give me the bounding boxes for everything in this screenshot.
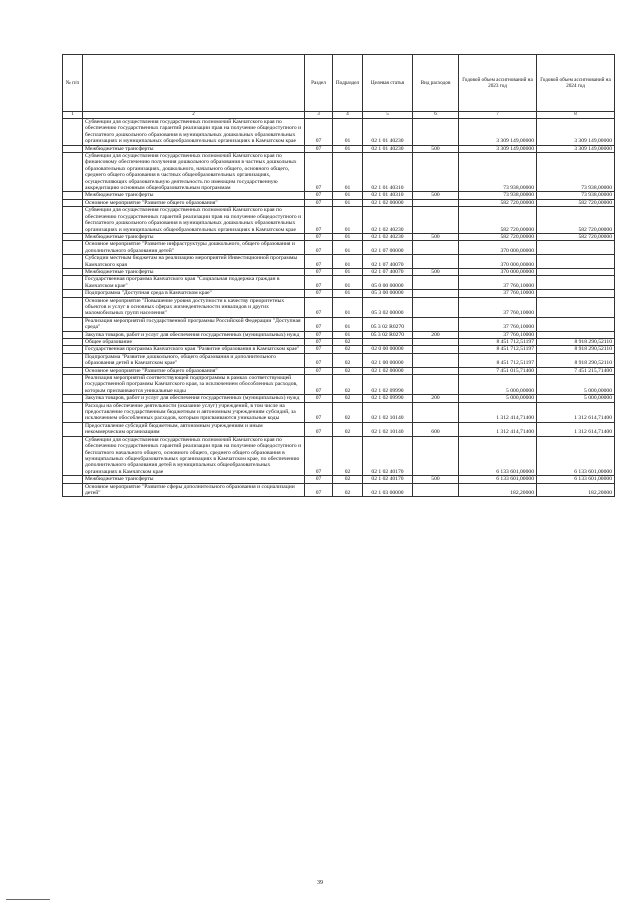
header-num: № п/п <box>63 55 83 112</box>
row-num <box>63 422 83 436</box>
table-row <box>63 268 615 275</box>
row-subsection: 01 <box>333 119 363 146</box>
row-name: Основное мероприятие "Развитие общего образования" <box>83 199 305 206</box>
row-amount-2024: 182,20000 <box>537 483 615 497</box>
row-section: 07 <box>305 353 333 367</box>
row-article: 02 0 00 00000 <box>363 346 413 353</box>
table-row <box>63 375 615 395</box>
row-num <box>63 436 83 475</box>
col-number: 5 <box>363 112 413 119</box>
row-subsection: 01 <box>333 233 363 240</box>
table-row <box>63 339 615 346</box>
row-subsection: 01 <box>333 207 363 234</box>
row-article: 02 1 02 40230 <box>363 233 413 240</box>
row-exp-type <box>413 241 459 255</box>
row-section: 07 <box>305 339 333 346</box>
row-section: 07 <box>305 402 333 422</box>
row-article: 02 1 00 00000 <box>363 353 413 367</box>
header-exp-type: Вид расходов <box>413 55 459 112</box>
row-num <box>63 290 83 297</box>
row-section: 07 <box>305 119 333 146</box>
col-number: 1 <box>63 112 83 119</box>
row-num <box>63 317 83 331</box>
table-row <box>63 353 615 367</box>
row-exp-type: 500 <box>413 145 459 152</box>
row-amount-2023: 37 760,10000 <box>459 331 537 338</box>
table-row <box>63 241 615 255</box>
row-subsection: 02 <box>333 422 363 436</box>
row-amount-2023: 8 451 712,51197 <box>459 346 537 353</box>
row-amount-2024: 582 720,00000 <box>537 233 615 240</box>
row-section: 07 <box>305 297 333 317</box>
row-article: 02 1 01 40310 <box>363 153 413 192</box>
header-subsection: Подраздел <box>333 55 363 112</box>
row-exp-type <box>413 199 459 206</box>
row-section: 07 <box>305 290 333 297</box>
row-article: 02 1 01 40230 <box>363 119 413 146</box>
row-num <box>63 297 83 317</box>
row-section: 07 <box>305 331 333 338</box>
row-amount-2023: 370 000,00000 <box>459 241 537 255</box>
row-exp-type <box>413 353 459 367</box>
row-section: 07 <box>305 483 333 497</box>
row-article: 02 1 02 40170 <box>363 476 413 483</box>
row-section: 07 <box>305 476 333 483</box>
row-subsection: 01 <box>333 145 363 152</box>
row-amount-2023: 37 760,10000 <box>459 290 537 297</box>
col-number: 4 <box>333 112 363 119</box>
row-subsection: 02 <box>333 367 363 374</box>
row-num <box>63 192 83 199</box>
row-article: 02 1 07 40070 <box>363 255 413 269</box>
row-section: 07 <box>305 375 333 395</box>
row-article: 05 0 00 00000 <box>363 276 413 290</box>
row-amount-2023: 3 309 149,00000 <box>459 119 537 146</box>
row-subsection: 01 <box>333 268 363 275</box>
row-subsection: 01 <box>333 317 363 331</box>
row-num <box>63 145 83 152</box>
row-num <box>63 367 83 374</box>
row-amount-2023: 37 760,10000 <box>459 317 537 331</box>
row-name: Субсидии местным бюджетам на реализацию мероприятий Инвестиционной программы Камчатского края <box>83 255 305 269</box>
row-amount-2023: 7 451 015,71400 <box>459 367 537 374</box>
row-amount-2024: 3 309 149,00000 <box>537 119 615 146</box>
row-amount-2024: 582 720,00000 <box>537 199 615 206</box>
row-subsection: 02 <box>333 395 363 402</box>
row-subsection: 01 <box>333 241 363 255</box>
row-num <box>63 241 83 255</box>
row-exp-type <box>413 346 459 353</box>
row-name: Закупка товаров, работ и услуг для обеспечения государственных (муниципальных) нужд <box>83 395 305 402</box>
row-amount-2023: 8 451 712,51197 <box>459 353 537 367</box>
table-row <box>63 422 615 436</box>
table-row <box>63 367 615 374</box>
row-exp-type <box>413 290 459 297</box>
row-amount-2023: 370 000,00000 <box>459 268 537 275</box>
row-name: Субвенции для осуществления государственных полномочий Камчатского края по обеспечению государственных гарантий реализации прав на получение общедоступного и бесплатного дошкольного образования в муниципальных дошкольных образовательных организациях и муниципальных общеобразовательных организациях в Камчатском крае <box>83 119 305 146</box>
row-amount-2023: 8 451 712,51197 <box>459 339 537 346</box>
row-exp-type: 500 <box>413 233 459 240</box>
table-row <box>63 119 615 146</box>
row-amount-2024: 6 133 601,00000 <box>537 436 615 475</box>
table-row <box>63 276 615 290</box>
row-subsection: 01 <box>333 276 363 290</box>
row-section: 07 <box>305 192 333 199</box>
row-name: Основное мероприятие "Развитие инфраструктуры дошкольного, общего образования и дополнительного образования детей" <box>83 241 305 255</box>
col-number: 3 <box>305 112 333 119</box>
row-amount-2023: 182,20000 <box>459 483 537 497</box>
row-section: 07 <box>305 436 333 475</box>
row-amount-2024: 8 918 290,52110 <box>537 339 615 346</box>
row-exp-type <box>413 436 459 475</box>
row-name: Подпрограмма "Доступная среда в Камчатском крае" <box>83 290 305 297</box>
row-subsection: 01 <box>333 331 363 338</box>
row-exp-type: 200 <box>413 331 459 338</box>
row-amount-2023: 1 312 414,71400 <box>459 402 537 422</box>
row-article: 02 1 02 40230 <box>363 207 413 234</box>
table-row <box>63 483 615 497</box>
row-subsection: 02 <box>333 402 363 422</box>
row-section: 07 <box>305 255 333 269</box>
table-row <box>63 331 615 338</box>
row-amount-2024: 7 451 215,71400 <box>537 367 615 374</box>
row-subsection: 01 <box>333 255 363 269</box>
row-subsection: 02 <box>333 476 363 483</box>
row-subsection: 01 <box>333 153 363 192</box>
table-row <box>63 297 615 317</box>
row-num <box>63 402 83 422</box>
row-amount-2023: 370 000,00000 <box>459 255 537 269</box>
row-article: 02 1 02 10140 <box>363 402 413 422</box>
row-num <box>63 119 83 146</box>
row-article: 02 1 03 00000 <box>363 483 413 497</box>
row-article: 05 3 02 00000 <box>363 297 413 317</box>
footer-line <box>6 899 50 900</box>
row-exp-type <box>413 119 459 146</box>
row-exp-type <box>413 375 459 395</box>
row-article: 02 1 01 40310 <box>363 192 413 199</box>
row-section: 07 <box>305 241 333 255</box>
row-num <box>63 395 83 402</box>
table-row <box>63 317 615 331</box>
row-name: Реализация мероприятий государственной программы Российской Федерации "Доступная среда" <box>83 317 305 331</box>
row-amount-2024: 3 309 149,00000 <box>537 145 615 152</box>
col-number: 2 <box>83 112 305 119</box>
row-exp-type <box>413 276 459 290</box>
row-name: Межбюджетные трансферты <box>83 476 305 483</box>
row-section: 07 <box>305 153 333 192</box>
row-section: 07 <box>305 207 333 234</box>
row-article: 05 3 02 R0270 <box>363 331 413 338</box>
row-amount-2024: 1 312 614,71400 <box>537 422 615 436</box>
row-amount-2024: 8 918 290,52110 <box>537 353 615 367</box>
row-article: 02 1 02 10140 <box>363 422 413 436</box>
row-section: 07 <box>305 276 333 290</box>
row-name: Закупка товаров, работ и услуг для обеспечения государственных (муниципальных) нужд <box>83 331 305 338</box>
table-row <box>63 476 615 483</box>
row-article: 02 1 01 40230 <box>363 145 413 152</box>
table-row <box>63 402 615 422</box>
row-exp-type <box>413 317 459 331</box>
row-amount-2023: 3 309 149,00000 <box>459 145 537 152</box>
row-article: 02 1 02 00000 <box>363 367 413 374</box>
row-exp-type <box>413 207 459 234</box>
header-2024: Годовой объем ассигнований на 2024 год <box>537 55 615 112</box>
row-amount-2024 <box>537 290 615 297</box>
row-amount-2024 <box>537 317 615 331</box>
row-subsection: 01 <box>333 297 363 317</box>
col-number: 6 <box>413 112 459 119</box>
row-subsection: 01 <box>333 290 363 297</box>
row-num <box>63 276 83 290</box>
row-exp-type: 500 <box>413 268 459 275</box>
row-section: 07 <box>305 268 333 275</box>
row-exp-type <box>413 402 459 422</box>
row-exp-type <box>413 339 459 346</box>
table-row <box>63 255 615 269</box>
page-number: 39 <box>317 880 323 886</box>
row-article: 05 3 02 R0270 <box>363 317 413 331</box>
row-num <box>63 331 83 338</box>
row-section: 07 <box>305 233 333 240</box>
row-exp-type <box>413 255 459 269</box>
row-subsection: 02 <box>333 353 363 367</box>
row-amount-2023: 6 133 601,00000 <box>459 476 537 483</box>
row-article: 02 1 07 00000 <box>363 241 413 255</box>
row-num <box>63 153 83 192</box>
header-section: Раздел <box>305 55 333 112</box>
row-num <box>63 476 83 483</box>
row-subsection: 01 <box>333 199 363 206</box>
row-amount-2024: 73 938,00000 <box>537 153 615 192</box>
col-number: 7 <box>459 112 537 119</box>
row-name: Реализация мероприятий соответствующей подпрограммы в рамках соответствующей государственной программы Камчатского края, за исключением обособленных расходов, которым присваиваются уникальные коды <box>83 375 305 395</box>
row-exp-type: 500 <box>413 476 459 483</box>
row-article: 02 1 02 09990 <box>363 395 413 402</box>
budget-table <box>62 54 615 497</box>
row-section: 07 <box>305 317 333 331</box>
row-article <box>363 339 413 346</box>
row-amount-2023: 582 720,00000 <box>459 233 537 240</box>
table-row <box>63 207 615 234</box>
row-amount-2024: 6 133 601,00000 <box>537 476 615 483</box>
row-amount-2023: 582 720,00000 <box>459 207 537 234</box>
header-name <box>83 55 305 112</box>
row-section: 07 <box>305 145 333 152</box>
row-num <box>63 353 83 367</box>
row-num <box>63 207 83 234</box>
row-amount-2023: 37 760,10000 <box>459 276 537 290</box>
row-amount-2024: 5 000,00000 <box>537 395 615 402</box>
row-amount-2024 <box>537 241 615 255</box>
row-num <box>63 483 83 497</box>
row-amount-2023: 73 938,00000 <box>459 192 537 199</box>
row-section: 07 <box>305 199 333 206</box>
row-article: 02 1 02 09990 <box>363 375 413 395</box>
row-amount-2024: 582 720,00000 <box>537 207 615 234</box>
row-subsection: 02 <box>333 346 363 353</box>
row-subsection: 02 <box>333 436 363 475</box>
row-name: Субвенции для осуществления государственных полномочий Камчатского края по обеспечению государственных гарантий реализации прав на получение общедоступного и бесплатного дошкольного образования в муниципальных дошкольных образовательных организациях и муниципальных общеобразовательных организациях в Камчатском крае <box>83 207 305 234</box>
row-amount-2023: 5 000,00000 <box>459 375 537 395</box>
row-name: Государственная программа Камчатского края "Развитие образования в Камчатском крае" <box>83 346 305 353</box>
row-name: Общее образование <box>83 339 305 346</box>
row-amount-2023: 5 000,00000 <box>459 395 537 402</box>
row-name: Основное мероприятие "Развитие сферы дополнительного образования и социализации детей" <box>83 483 305 497</box>
row-exp-type: 200 <box>413 395 459 402</box>
table-row <box>63 145 615 152</box>
row-article: 02 1 02 00000 <box>363 199 413 206</box>
row-article: 02 1 07 40070 <box>363 268 413 275</box>
row-name: Расходы на обеспечение деятельности (оказание услуг) учреждений, в том числе на предоставление государственным бюджетным и автономным учреждениям субсидий, за исключением обособленных расходов, которым присваиваются уникальные коды <box>83 402 305 422</box>
table-row <box>63 233 615 240</box>
row-name: Основное мероприятие "Повышение уровня доступности к качеству приоритетных объектов и услуг в основных сферах жизнедеятельности инвалидов и других маломобильных групп населения" <box>83 297 305 317</box>
row-amount-2023: 1 312 414,71400 <box>459 422 537 436</box>
table-row <box>63 346 615 353</box>
row-amount-2024 <box>537 268 615 275</box>
row-exp-type <box>413 483 459 497</box>
row-amount-2024: 5 000,00000 <box>537 375 615 395</box>
row-section: 07 <box>305 422 333 436</box>
table-row <box>63 199 615 206</box>
row-article: 02 1 02 40170 <box>363 436 413 475</box>
row-amount-2023: 73 938,00000 <box>459 153 537 192</box>
row-num <box>63 339 83 346</box>
row-article: 05 3 00 00000 <box>363 290 413 297</box>
row-name: Субвенции для осуществления государственных полномочий Камчатского края по обеспечению государственных гарантий реализации прав на получение общедоступного и бесплатного начального общего, основного общего, среднего общего образования в муниципальных общеобразовательных организациях в Камчатском крае, по обеспечению дополнительного образования детей в муниципальных общеобразовательных организациях в Камчатском крае <box>83 436 305 475</box>
row-name: Государственная программа Камчатского края "Социальная поддержка граждан в Камчатском крае" <box>83 276 305 290</box>
header-row <box>63 55 615 112</box>
row-name: Межбюджетные трансферты <box>83 192 305 199</box>
row-subsection: 01 <box>333 192 363 199</box>
row-exp-type <box>413 297 459 317</box>
row-subsection: 02 <box>333 375 363 395</box>
table-row <box>63 436 615 475</box>
row-amount-2024 <box>537 297 615 317</box>
row-num <box>63 375 83 395</box>
row-name: Субвенции для осуществления государственных полномочий Камчатского края по финансовому обеспечению получения дошкольного образования в частных дошкольных образовательных организациях, дошкольного, начального общего, основного общего, среднего общего образования в частных общеобразовательных организациях, осуществляющих образовательную деятельность по имеющим государственную аккредитацию основным общеобразовательным программам <box>83 153 305 192</box>
row-num <box>63 346 83 353</box>
table-body <box>63 119 615 497</box>
row-exp-type <box>413 153 459 192</box>
column-number-row <box>63 112 615 119</box>
row-section: 07 <box>305 346 333 353</box>
row-num <box>63 255 83 269</box>
row-amount-2023: 6 133 601,00000 <box>459 436 537 475</box>
row-num <box>63 268 83 275</box>
row-amount-2024: 73 938,00000 <box>537 192 615 199</box>
table-row <box>63 395 615 402</box>
table-row <box>63 153 615 192</box>
row-amount-2024 <box>537 255 615 269</box>
row-amount-2023: 582 720,00000 <box>459 199 537 206</box>
row-num <box>63 233 83 240</box>
row-section: 07 <box>305 367 333 374</box>
row-name: Предоставление субсидий бюджетным, автономным учреждениям и иным некоммерческим организациям <box>83 422 305 436</box>
row-amount-2024: 8 918 290,52110 <box>537 346 615 353</box>
row-num <box>63 199 83 206</box>
row-amount-2024 <box>537 331 615 338</box>
row-exp-type: 600 <box>413 422 459 436</box>
table-row <box>63 290 615 297</box>
row-subsection: 02 <box>333 339 363 346</box>
col-number: 8 <box>537 112 615 119</box>
row-name: Подпрограмма "Развитие дошкольного, общего образования и дополнительного образования детей в Камчатском крае" <box>83 353 305 367</box>
row-name: Межбюджетные трансферты <box>83 268 305 275</box>
row-name: Основное мероприятие "Развитие общего образования" <box>83 367 305 374</box>
row-amount-2024 <box>537 276 615 290</box>
row-name: Межбюджетные трансферты <box>83 233 305 240</box>
row-amount-2024: 1 312 614,71400 <box>537 402 615 422</box>
table-row <box>63 192 615 199</box>
row-exp-type <box>413 367 459 374</box>
header-2023: Годовой объем ассигнований на 2023 год <box>459 55 537 112</box>
row-amount-2023: 37 760,10000 <box>459 297 537 317</box>
header-article: Целевая статья <box>363 55 413 112</box>
row-subsection: 02 <box>333 483 363 497</box>
row-name: Межбюджетные трансферты <box>83 145 305 152</box>
row-exp-type: 500 <box>413 192 459 199</box>
row-section: 07 <box>305 395 333 402</box>
